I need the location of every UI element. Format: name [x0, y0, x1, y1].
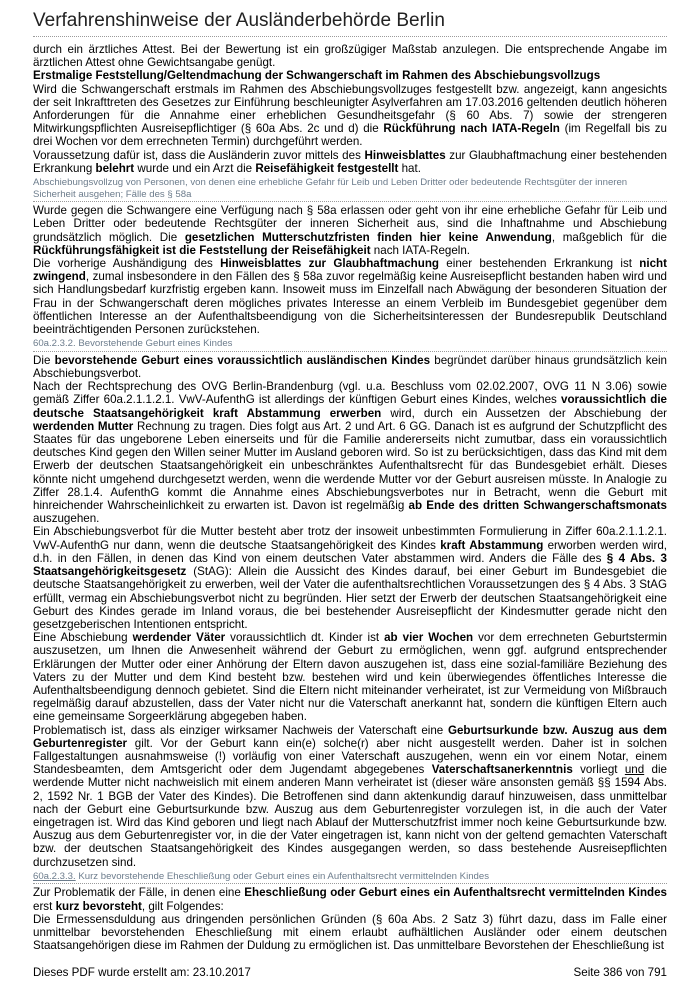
text-run: , gilt Folgendes: — [141, 899, 224, 913]
text-run: nach IATA-Regeln. — [370, 243, 471, 257]
text-run: erworben werden wird, d.h. in den Fällen, in denen das Kind von einem deutschen Vater abstammen wird. Anders die Fälle des — [33, 538, 667, 565]
document-body — [33, 43, 667, 952]
bold-run: kraft Abstammung — [440, 538, 544, 552]
paragraph: Die Ermessensduldung aus dringenden persönlichen Gründen (§ 60a Abs. 2 Satz 3) führt dazu, dass im Falle einer unmittelbar bevorstehenden Eheschließung mit einem erlaubt aufhältlichen Ausländer oder einem deutschen Staatsangehörigen diese im Rahmen der Duldung zu ermöglichen ist. Das unmittelbare Bevorstehen der Eheschließung ist — [33, 912, 667, 953]
text-run: Rechnung zu tragen. Dies folgt aus Art. 2 und Art. 6 GG. Danach ist es aufgrund der Schutzpflicht des Staates für das ungeborene Leben einerseits und für die Familie andererseits nicht zumutbar, dass ein voraussichtlich deutsches Kind gegen den Willen seiner Mutter im Ausland geboren wird. So ist zu berücksichtigen, dass das Kind mit dem Erwerb der deutschen Staatsangehörigkeit ein unbeschränktes Aufenthaltsrecht für das Bundesgebiet erhält. Dieses könnte nicht umgehend durchgesetzt werden, wenn die werdende Mutter vor der Geburt ausreisen müsste. In Analogie zu Ziffer 28.1.4. AufenthG kommt die Annahme eines Abschiebungsverbotes nur in Betracht, wenn die Geburt mit hinreichender Wahrscheinlichkeit zu erwarten ist. Davon ist regelmäßig — [33, 419, 668, 513]
text-run: zur Glaubhaftmachung einer bestehenden Erkrankung — [33, 148, 667, 175]
bold-run: Eheschließung oder Geburt eines ein Aufenthaltsrecht vermittelnden Kindes — [244, 886, 667, 900]
page-title: Verfahrenshinweise der Ausländerbehörde Berlin — [33, 10, 445, 31]
bold-run: ab Ende des dritten Schwangerschaftsmonats — [408, 499, 667, 513]
paragraph — [33, 380, 667, 525]
text-run: Eine Abschiebung — [33, 631, 133, 645]
bold-run: Vaterschaftsanerkenntnis — [431, 763, 573, 777]
heading-text: Erstmalige Feststellung/Geltendmachung der Schwangerschaft im Rahmen des Abschiebungsvollzugs — [33, 69, 601, 83]
text-run: die werdende Mutter nicht nachweislich mit einem anderen Mann verheiratet ist (dieser wäre ansonsten gemäß §§ 1594 Abs. 2, 1592 Nr. 1 BGB der Vater des Kindes). Die Betroffenen sind dann aktenkundig darauf hinzuweisen, dass unmittelbar nach der Geburt eine Geburtsurkunde bzw. Auszug aus dem Geburtenregister vorzulegen ist, in die auch der Vater eingetragen ist. Wird das Kind geboren und liegt nach Ablauf der Mutterschutzfrist immer noch keine Geburtsurkunde bzw. Auszug aus dem Geburtenregister vor, in die der Vater eingetragen ist, kann nicht von der geltend gemachten Vaterschaft bzw. der deutschen Staatsangehörigkeit des Kindes ausgegangen werden, so dass bestehende Ausreisepflichten durchzusetzen sind. — [33, 763, 667, 869]
text-run: , zumal insbesondere in den Fällen des § 58a zuvor regelmäßig keine Ausreisepflicht bestanden haben wird und sich Handlungsbedarf kurzfristig ergeben kann. Insoweit muss im Einzelfall nach Abwägung der besonderen Situation der Frau in der Schwangerschaft deren mögliches privates Interesse an einem Verbleib im Bundesgebiet gegenüber dem öffentlichen Interesse an der Aufenthaltsbeendigung von die Sicherheitsinteressen der Bundesrepublik Deutschland beeinträchtigenden Personen zurückstehen. — [33, 270, 667, 337]
text-run: (StAG): Allein die Aussicht des Kindes darauf, bei einer Geburt im Bundesgebiet die deutsche Staatsangehörigkeit zu erwerben, weil der Vater die aufenthaltsrechtlichen Voraussetzungen des § 4 Abs. 3 StAG erfüllt, vermag ein Abschiebungsverbot nicht zu begründen. Hier setzt der Erwerb der deutschen Staatsangehörigkeit eine Geburt des Kindes gerade im Inland voraus, die bei bestehender Ausreisepflicht der Kindesmutter gerade nicht den gesetzgeberischen Intentionen entspricht. — [33, 565, 667, 631]
text-run: hat. — [398, 161, 421, 175]
bold-run: voraussichtlich die deutsche Staatsangehörigkeit kraft Abstammung erwerben — [33, 393, 667, 420]
text-run: Die — [33, 353, 55, 367]
bold-run: Hinweisblattes zur Glaubhaftmachung — [220, 257, 439, 271]
bold-run: ab vier Wochen — [384, 631, 474, 645]
paragraph — [33, 83, 667, 149]
text-run: wurde und ein Arzt die — [134, 161, 256, 175]
bold-run: § 4 Abs. 3 Staatsangehörigkeitsgesetz — [33, 551, 667, 579]
paragraph — [33, 525, 667, 631]
text-run: erst — [33, 899, 56, 913]
page-number: Seite 386 von 791 — [573, 966, 667, 979]
text-run: einer bestehenden Erkrankung ist — [439, 257, 640, 271]
text-run: Voraussetzung dafür ist, dass die Ausländerin zuvor mittels des — [33, 148, 365, 162]
text-run: vorliegt — [572, 763, 625, 777]
bold-run: werdenden Mutter — [33, 419, 134, 433]
paragraph — [33, 354, 667, 380]
text-run: gilt. Vor der Geburt kann ein(e) solche(r) aber nicht ausgestellt werden. Daher ist in solchen Fallgestaltungen ausnahmsweise (!) vorläufig von einer Vaterschaft auszugehen, wenn ein vor einem Notar, einem Standesbeamten, dem Amtsgericht oder dem Jugendamt abgegebenes — [33, 736, 667, 777]
text-run: Zur Problematik der Fälle, in denen eine — [33, 886, 245, 900]
paragraph — [33, 204, 667, 257]
paragraph — [33, 886, 667, 912]
text-run: (im Regelfall bis zu drei Wochen vor dem errechneten Termin) durchgeführt werden. — [33, 122, 667, 149]
bold-run: nicht zwingend — [33, 257, 667, 284]
text-run: vor dem errechneten Geburtstermin auszusetzen, um Ihnen die Anwesenheit während der Geburt zu ermöglichen, wenn ggf. aufgrund entsprechender Erklärungen der Mutter oder einer Anhörung der Eltern davon auszugehen ist, dass eine sozial-familiäre Beziehung des Vaters zu der Mutter und dem Kind besteht bzw. bestehen wird und kein überwiegendes öffentliches Interesse die Aufenthaltsbeendigung dennoch gebietet. Sind die Eltern nicht miteinander verheiratet, ist zur Vermeidung von Mißbrauch regelmäßig darauf abzustellen, dass der Vater nicht nur die Vaterschaft anerkannt hat, sondern die künftigen Eltern auch eine gemeinsame Sorgeerklärung abgegeben haben. — [33, 631, 668, 724]
subsection-heading: Abschiebungsvollzug von Personen, von denen eine erhebliche Gefahr für Leib und Leben Dritter oder bedeutende Rechtsgüter der inneren Sicherheit ausgehen; Fälle des § 58a — [33, 177, 667, 202]
text-run: Wird die Schwangerschaft erstmals im Rahmen des Abschiebungsvollzuges festgestellt bzw. angezeigt, kann angesichts der seit Inkrafttreten des Gesetzes zur Einführung beschleunigter Asylverfahren am 17.03.2016 geltenden deutlich höheren Anforderungen für die Annahme einer erheblichen Gesundheitsgefahr (§ 60 Abs. 7) sowie der strengeren Mitwirkungspflichten Ausreisepflichtiger (§ 60a Abs. 2c und d) die — [33, 82, 667, 136]
section-heading — [33, 69, 667, 82]
section-number: 60a.2.3.3. — [33, 870, 76, 882]
bold-run: Reisefähigkeit festgestellt — [255, 161, 399, 175]
text-run: Nach der Rechtsprechung des OVG Berlin-Brandenburg (vgl. u.a. Beschluss vom 02.02.2007, OVG 11 N 3.06) sowie gemäß Ziffer 60a.2.1.1.2.1. VwV-AufenthG ist allerdings der künftigen Geburt eines Kindes, welches — [33, 380, 667, 407]
bold-run: Rückführung nach IATA-Regeln — [383, 122, 560, 136]
bold-run: Rückführungsfähigkeit ist die Feststellung der Reisefähigkeit — [33, 243, 371, 257]
paragraph — [33, 724, 667, 869]
text-run: wird, durch ein Aussetzen der Abschiebung der — [381, 406, 668, 420]
bold-run: bevorstehende Geburt eines voraussichtlich ausländischen Kindes — [54, 353, 431, 367]
bold-run: belehrt — [95, 161, 135, 175]
underlined-run: und — [624, 763, 645, 777]
paragraph: durch ein ärztliches Attest. Bei der Bewertung ist ein großzügiger Maßstab anzulegen. Die entsprechende Angabe im ärztlichen Attest ohne Gewichtsangabe genügt. — [33, 43, 667, 70]
page-footer — [33, 966, 667, 979]
bold-run: werdender Väter — [132, 631, 226, 645]
text-run: begründet darüber hinaus grundsätzlich kein Abschiebungsverbot. — [33, 353, 668, 381]
bold-run: Geburtsurkunde bzw. Auszug aus dem Geburtenregister — [33, 723, 667, 750]
paragraph — [33, 631, 667, 723]
bold-run: gesetzlichen Mutterschutzfristen finden hier keine Anwendung — [184, 230, 552, 244]
bold-run: kurz bevorsteht — [55, 899, 142, 913]
section-title: Kurz bevorstehende Eheschließung oder Geburt eines ein Aufenthaltsrecht vermittelnden Kindes — [75, 870, 490, 882]
bold-run: Hinweisblattes — [364, 148, 446, 162]
page-header — [33, 10, 667, 37]
text-run: Ein Abschiebungsverbot für die Mutter besteht aber trotz der insoweit unbestimmten Formulierung in Ziffer 60a.2.1.1.2.1. VwV-AufenthG nur dann, wenn die deutsche Staatsangehörigkeit des Kindes — [33, 525, 667, 552]
paragraph — [33, 257, 667, 336]
creation-date: Dieses PDF wurde erstellt am: 23.10.2017 — [33, 966, 251, 979]
text-run: Die vorherige Aushändigung des — [33, 257, 221, 271]
text-run: Wurde gegen die Schwangere eine Verfügung nach § 58a erlassen oder geht von ihr eine erhebliche Gefahr für Leib und Leben Dritter oder bedeutende Rechtsgüter der inneren Sicherheit aus, sind die Inhaftnahme und Abschiebung grundsätzlich möglich. Die — [33, 204, 667, 244]
text-run: auszugehen. — [33, 512, 100, 526]
subsection-heading: 60a.2.3.2. Bevorstehende Geburt eines Kindes — [33, 338, 667, 352]
subsection-heading — [33, 871, 667, 885]
text-run: voraussichtlich dt. Kinder ist — [225, 631, 385, 645]
text-run: , maßgeblich für die — [551, 230, 667, 244]
paragraph — [33, 149, 667, 175]
text-run: Problematisch ist, dass als einziger wirksamer Nachweis der Vaterschaft eine — [33, 723, 448, 737]
